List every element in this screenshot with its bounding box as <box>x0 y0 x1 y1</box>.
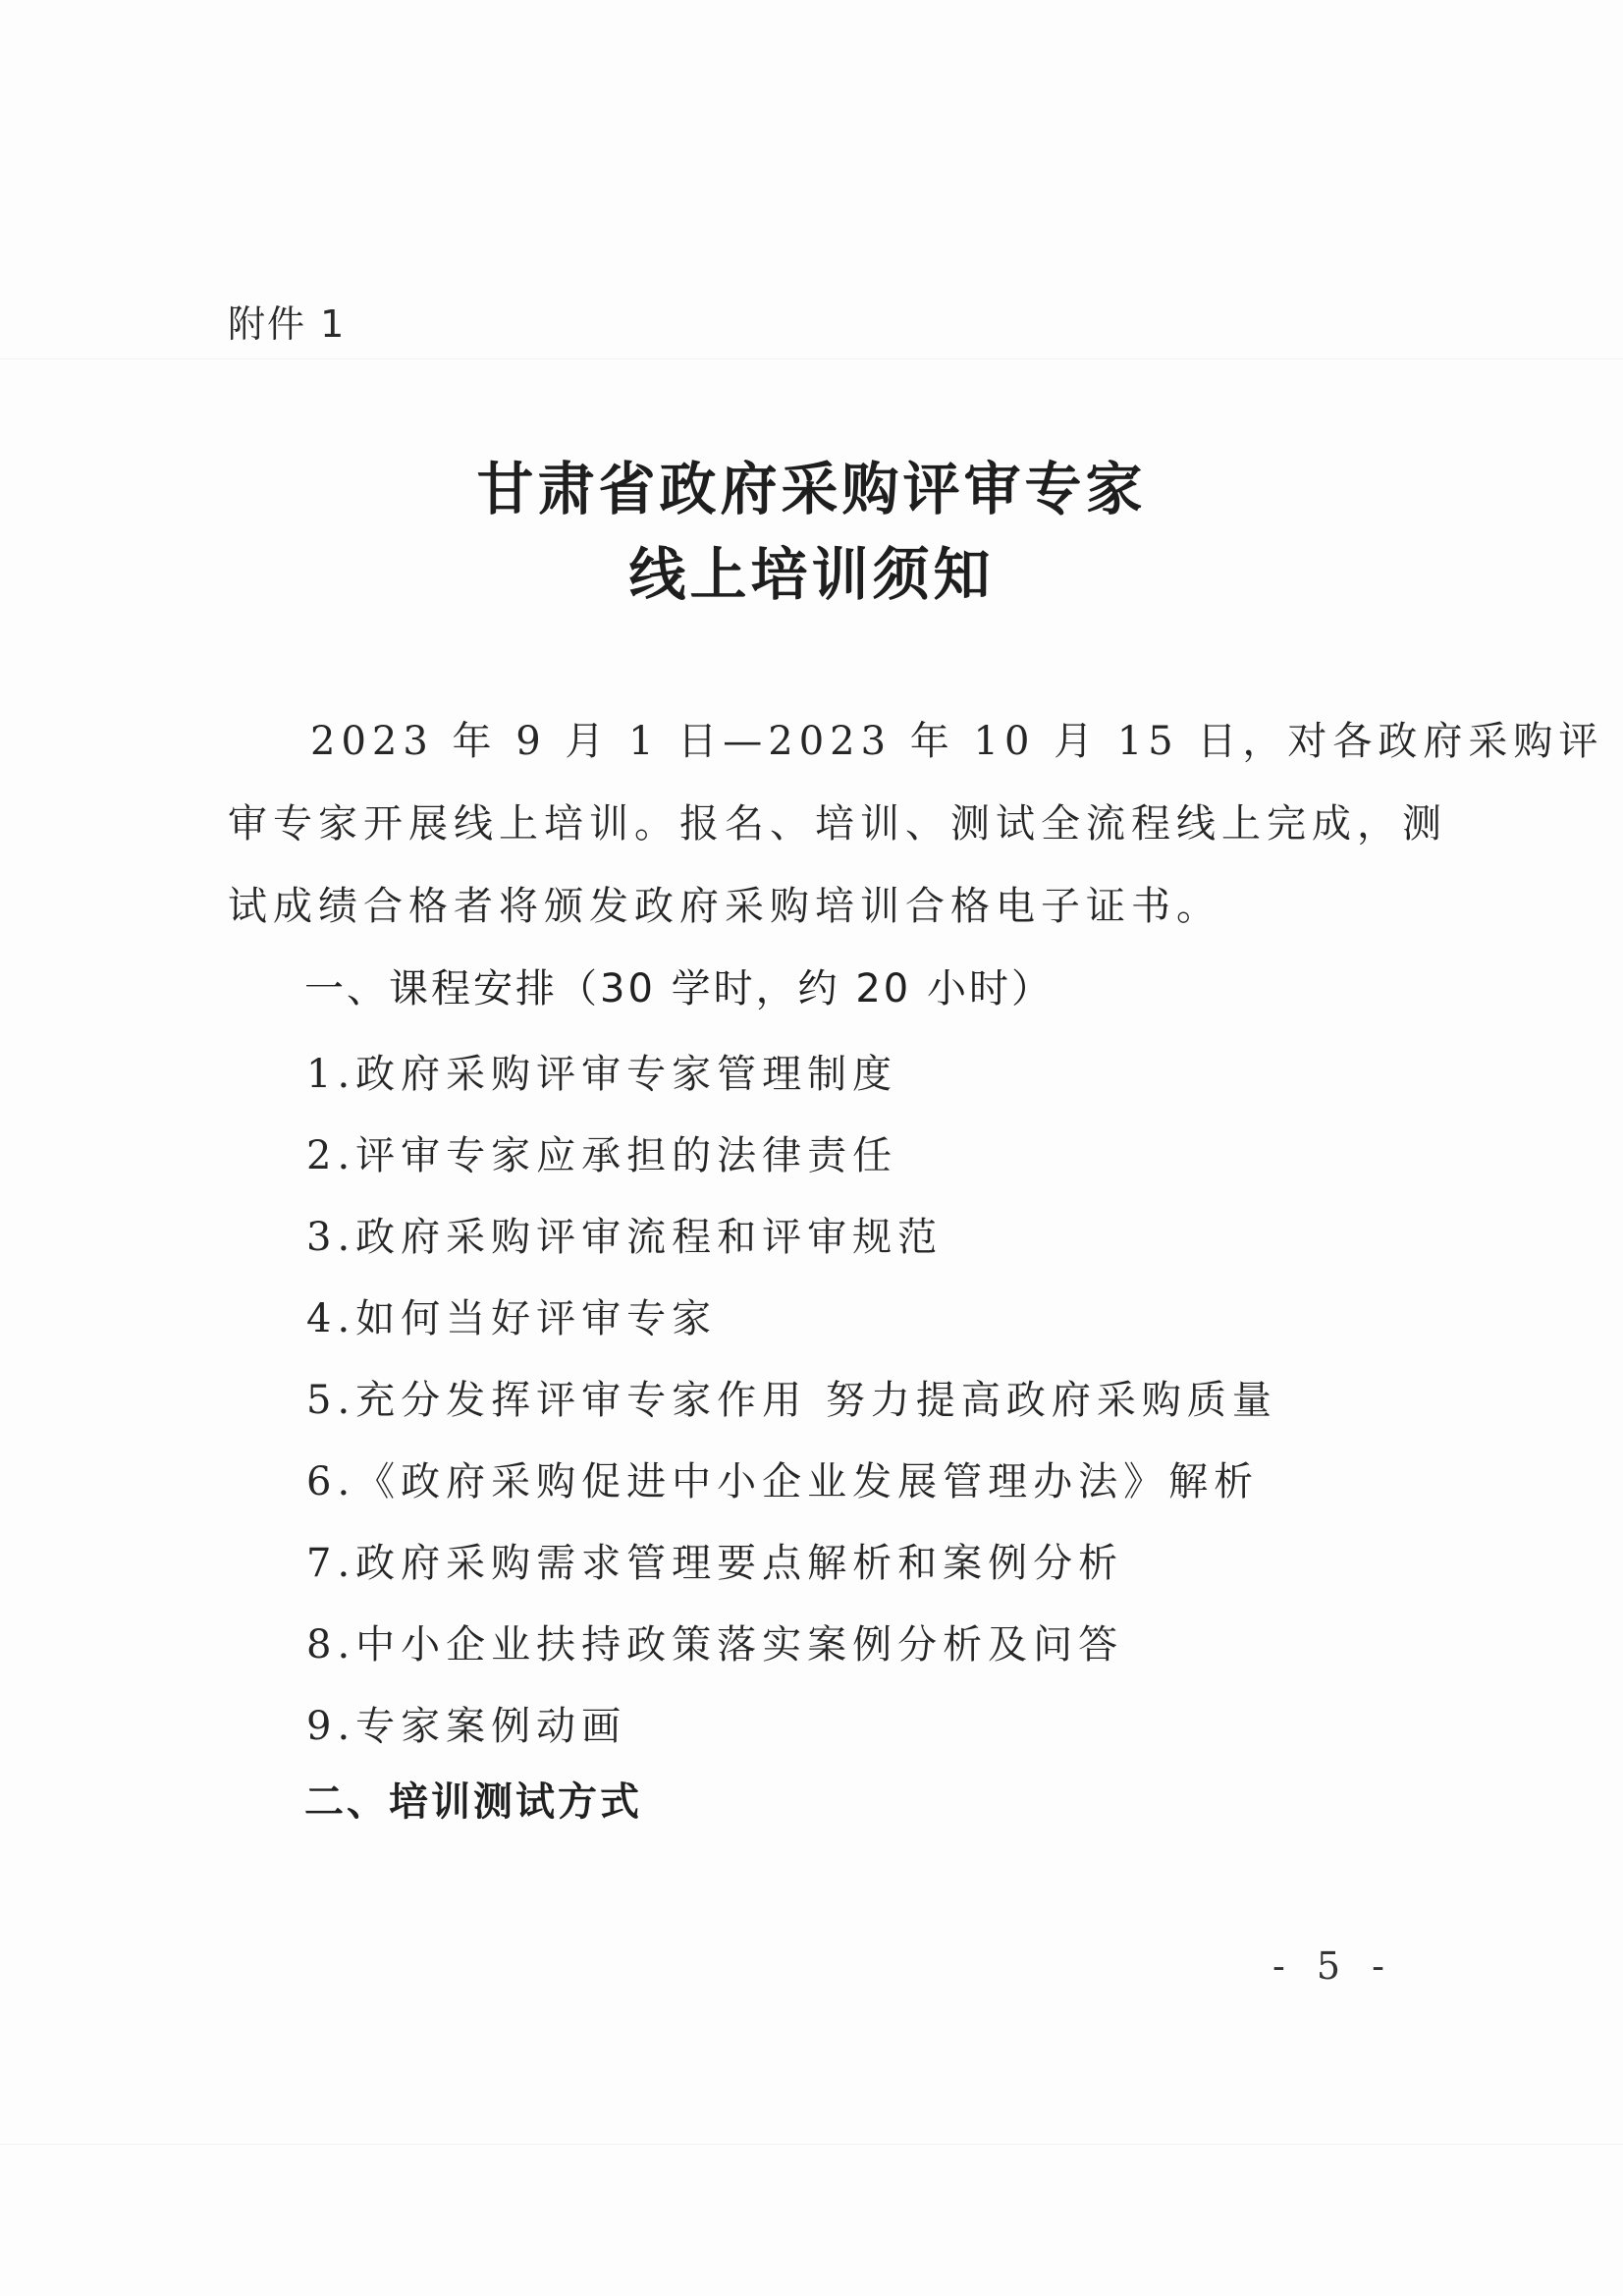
course-list <box>306 1034 1277 1768</box>
course-item: 7.政府采购需求管理要点解析和案例分析 <box>306 1541 1124 1586</box>
course-item: 5.充分发挥评审专家作用 努力提高政府采购质量 <box>306 1378 1277 1423</box>
document-title-line-1: 甘肃省政府采购评审专家 <box>476 456 1147 522</box>
section-heading-course-schedule: 一、课程安排（30 学时，约 20 小时） <box>304 966 1054 1011</box>
intro-line-1: 2023 年 9 月 1 日—2023 年 10 月 15 日，对各政府采购评 <box>310 719 1604 764</box>
course-item: 4.如何当好评审专家 <box>306 1296 718 1341</box>
course-item: 1.政府采购评审专家管理制度 <box>306 1052 898 1097</box>
document-title-line-2: 线上培训须知 <box>628 541 995 608</box>
section-heading-training-method: 二、培训测试方式 <box>304 1779 642 1825</box>
course-item: 9.专家案例动画 <box>306 1704 627 1749</box>
course-item: 8.中小企业扶持政策落实案例分析及问答 <box>306 1622 1124 1667</box>
attachment-label: 附件 1 <box>228 302 347 346</box>
intro-line-3: 试成绩合格者将颁发政府采购培训合格电子证书。 <box>228 884 1221 929</box>
course-item: 6.《政府采购促进中小企业发展管理办法》解析 <box>306 1459 1260 1504</box>
scan-artifact-line <box>0 2144 1623 2145</box>
scan-artifact-line <box>0 358 1623 359</box>
page-number: - 5 - <box>1272 1944 1395 1988</box>
intro-paragraph <box>228 700 1604 948</box>
intro-line-2: 审专家开展线上培训。报名、培训、测试全流程线上完成，测 <box>228 801 1447 847</box>
course-item: 3.政府采购评审流程和评审规范 <box>306 1215 944 1260</box>
course-item: 2.评审专家应承担的法律责任 <box>306 1133 898 1178</box>
